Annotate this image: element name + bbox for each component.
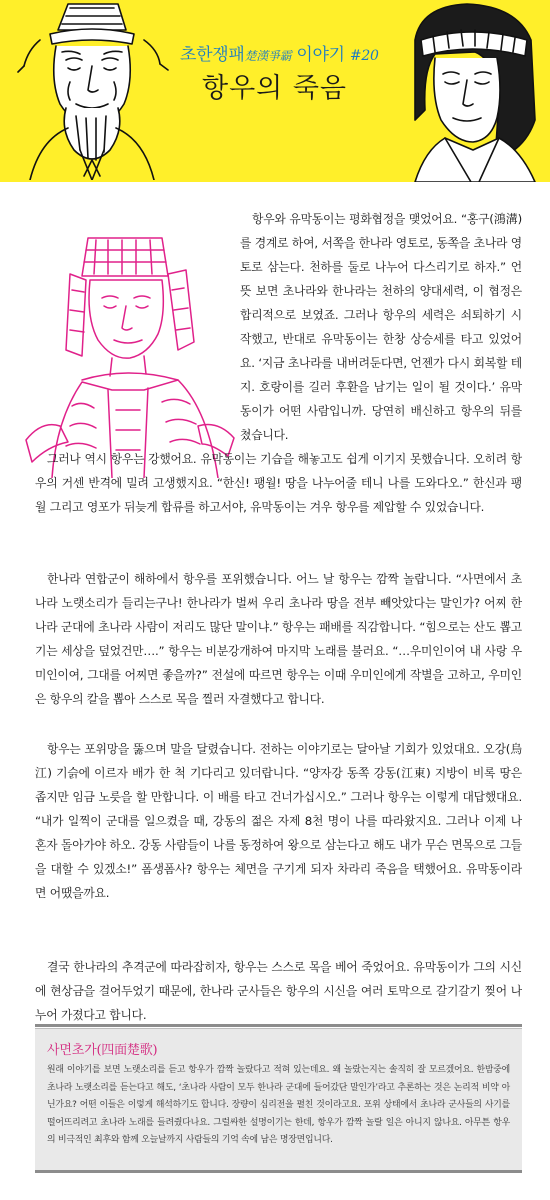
box-text: 원래 이야기를 보면 노랫소리를 듣고 항우가 깜짝 놀랐다고 적혀 있는데요. 왜 놀랐는지는 솔직히 잘 모르겠어요. 한밤중에 초나라 노랫소리를 듣는다고 해도, ‘초나라 사람이 모두 한나라 군대에 들어갔단 말인가’라고 추론하는 것은 논리적 비약 아닌가요? 어떤 이들은 이렇게 해석하기도 합니다. 장량이 심리전을 펼친 것이라고요. 포위 상태에서 초나라 군사들의 사기를 떨어뜨리려고 초나라 노래를 들려줬다나요. 그럴싸한 설명이기는 한데, 항우가 깜짝 놀랄 일은 아니지 않나요. 아무튼 항우의 비극적인 최후와 함께 오늘날까지 사람들의 기억 속에 남은 명장면입니다. (47, 1065, 510, 1145)
header-banner (0, 0, 550, 182)
series-number: #20 (349, 48, 379, 64)
article-paragraph-3: 한나라 연합군이 해하에서 항우를 포위했습니다. 어느 날 항우는 깜짝 놀랍니다. “사면에서 초나라 노랫소리가 들리는구나! 한나라가 벌써 우리 초나라 땅을 전부 빼앗았다는 말인가? 어찌 한나라 군대에 초나라 사람이 저리도 많단 말이냐.” 항우는 패배를 직감합니다. “힘으로는 산도 뽑고 기는 세상을 덮었건만….” 항우는 비분강개하여 마지막 노래를 불러요. “…우미인이여 내 사랑 우미인이여, 그대를 어찌면 좋을까?” 전설에 따르면 항우는 이때 우미인에게 작별을 고하고, 우미인은 항우의 칼을 뽑아 스스로 목을 찔러 자결했다고 합니다. (35, 572, 522, 706)
series-title-hanja: 楚漢爭霸 (244, 49, 292, 63)
armored-general-sketch-icon (12, 230, 240, 478)
box-divider (35, 1024, 522, 1027)
article-paragraph-5: 결국 한나라의 추격군에 따라잡히자, 항우는 스스로 목을 베어 죽었어요. 유막동이가 그의 시신에 현상금을 걸어두었기 때문에, 한나라 군사들은 항우의 시신을 여러 토막으로 갈기갈기 찢어 나누어 가졌다고 합니다. (35, 960, 522, 1022)
elderly-advisor-portrait-icon (10, 0, 175, 180)
sidebar-box (35, 1028, 522, 1173)
article-paragraph-1: 항우와 유막동이는 평화협정을 맺었어요. “홍구(鴻溝)를 경계로 하여, 서쪽을 한나라 영토로, 동쪽을 초나라 영토로 삼는다. 천하를 둘로 나누어 다스리기로 하자.” 언뜻 보면 초나라와 한나라는 천하의 양대세력, 이 협정은 합리적으로 보였죠. 그러나 항우의 세력은 쇠퇴하기 시작했고, 반대로 유막동이는 한창 상승세를 타고 있었어요. ‘지금 초나라를 내버려둔다면, 언젠가 다시 회복할 테지. 호랑이를 길러 후환을 남기는 일이 될 것이다.’ 유막동이가 어떤 사람입니까. 당연히 배신하고 항우의 뒤를 쳤습니다. (240, 212, 522, 442)
box-title (47, 1039, 510, 1058)
series-title (180, 40, 379, 65)
article-paragraph-2: 그러나 역시 항우는 강했어요. 유막동이는 기습을 해놓고도 쉽게 이기지 못했습니다. 오히려 항우의 거센 반격에 밀려 고생했지요. “한신! 팽월! 땅을 나누어줄 테니 나를 도와다오.” 한신과 팽월 그리고 영포가 뒤늦게 합류를 하고서야, 유막동이는 겨우 항우를 제압할 수 있었습니다. (35, 452, 522, 514)
article-title: 항우의 죽음 (202, 73, 347, 104)
series-title-kr: 초한쟁패 (180, 45, 245, 65)
warrior-portrait-icon (375, 0, 550, 182)
article-paragraph-4: 항우는 포위망을 뚫으며 말을 달렸습니다. 전하는 이야기로는 달아날 기회가 있었대요. 오강(烏江) 기슭에 이르자 배가 한 척 기다리고 있더랍니다. “양자강 동쪽 강동(江東) 지방이 비록 땅은 좁지만 임금 노릇을 할 만합니다. 이 배를 타고 건너가십시오.” 그러나 항우는 이렇게 대답했대요. “내가 일찍이 군대를 일으켰을 때, 강동의 젊은 자제 8천 명이 나를 따라왔지요. 그러나 이제 나 혼자 돌아가야 하오. 강동 사람들이 나를 동정하여 왕으로 삼는다고 해도 내가 무슨 면목으로 그들을 대할 수 있겠소!” 폼생폼사? 항우는 체면을 구기게 되자 차라리 죽음을 택했어요. 유막동이라면 어땠을까요. (35, 742, 522, 900)
box-title-kr: 사면초가 (47, 1043, 97, 1058)
series-title-suffix: 이야기 (296, 45, 345, 65)
box-title-hanja: (四面楚歌) (96, 1043, 158, 1058)
